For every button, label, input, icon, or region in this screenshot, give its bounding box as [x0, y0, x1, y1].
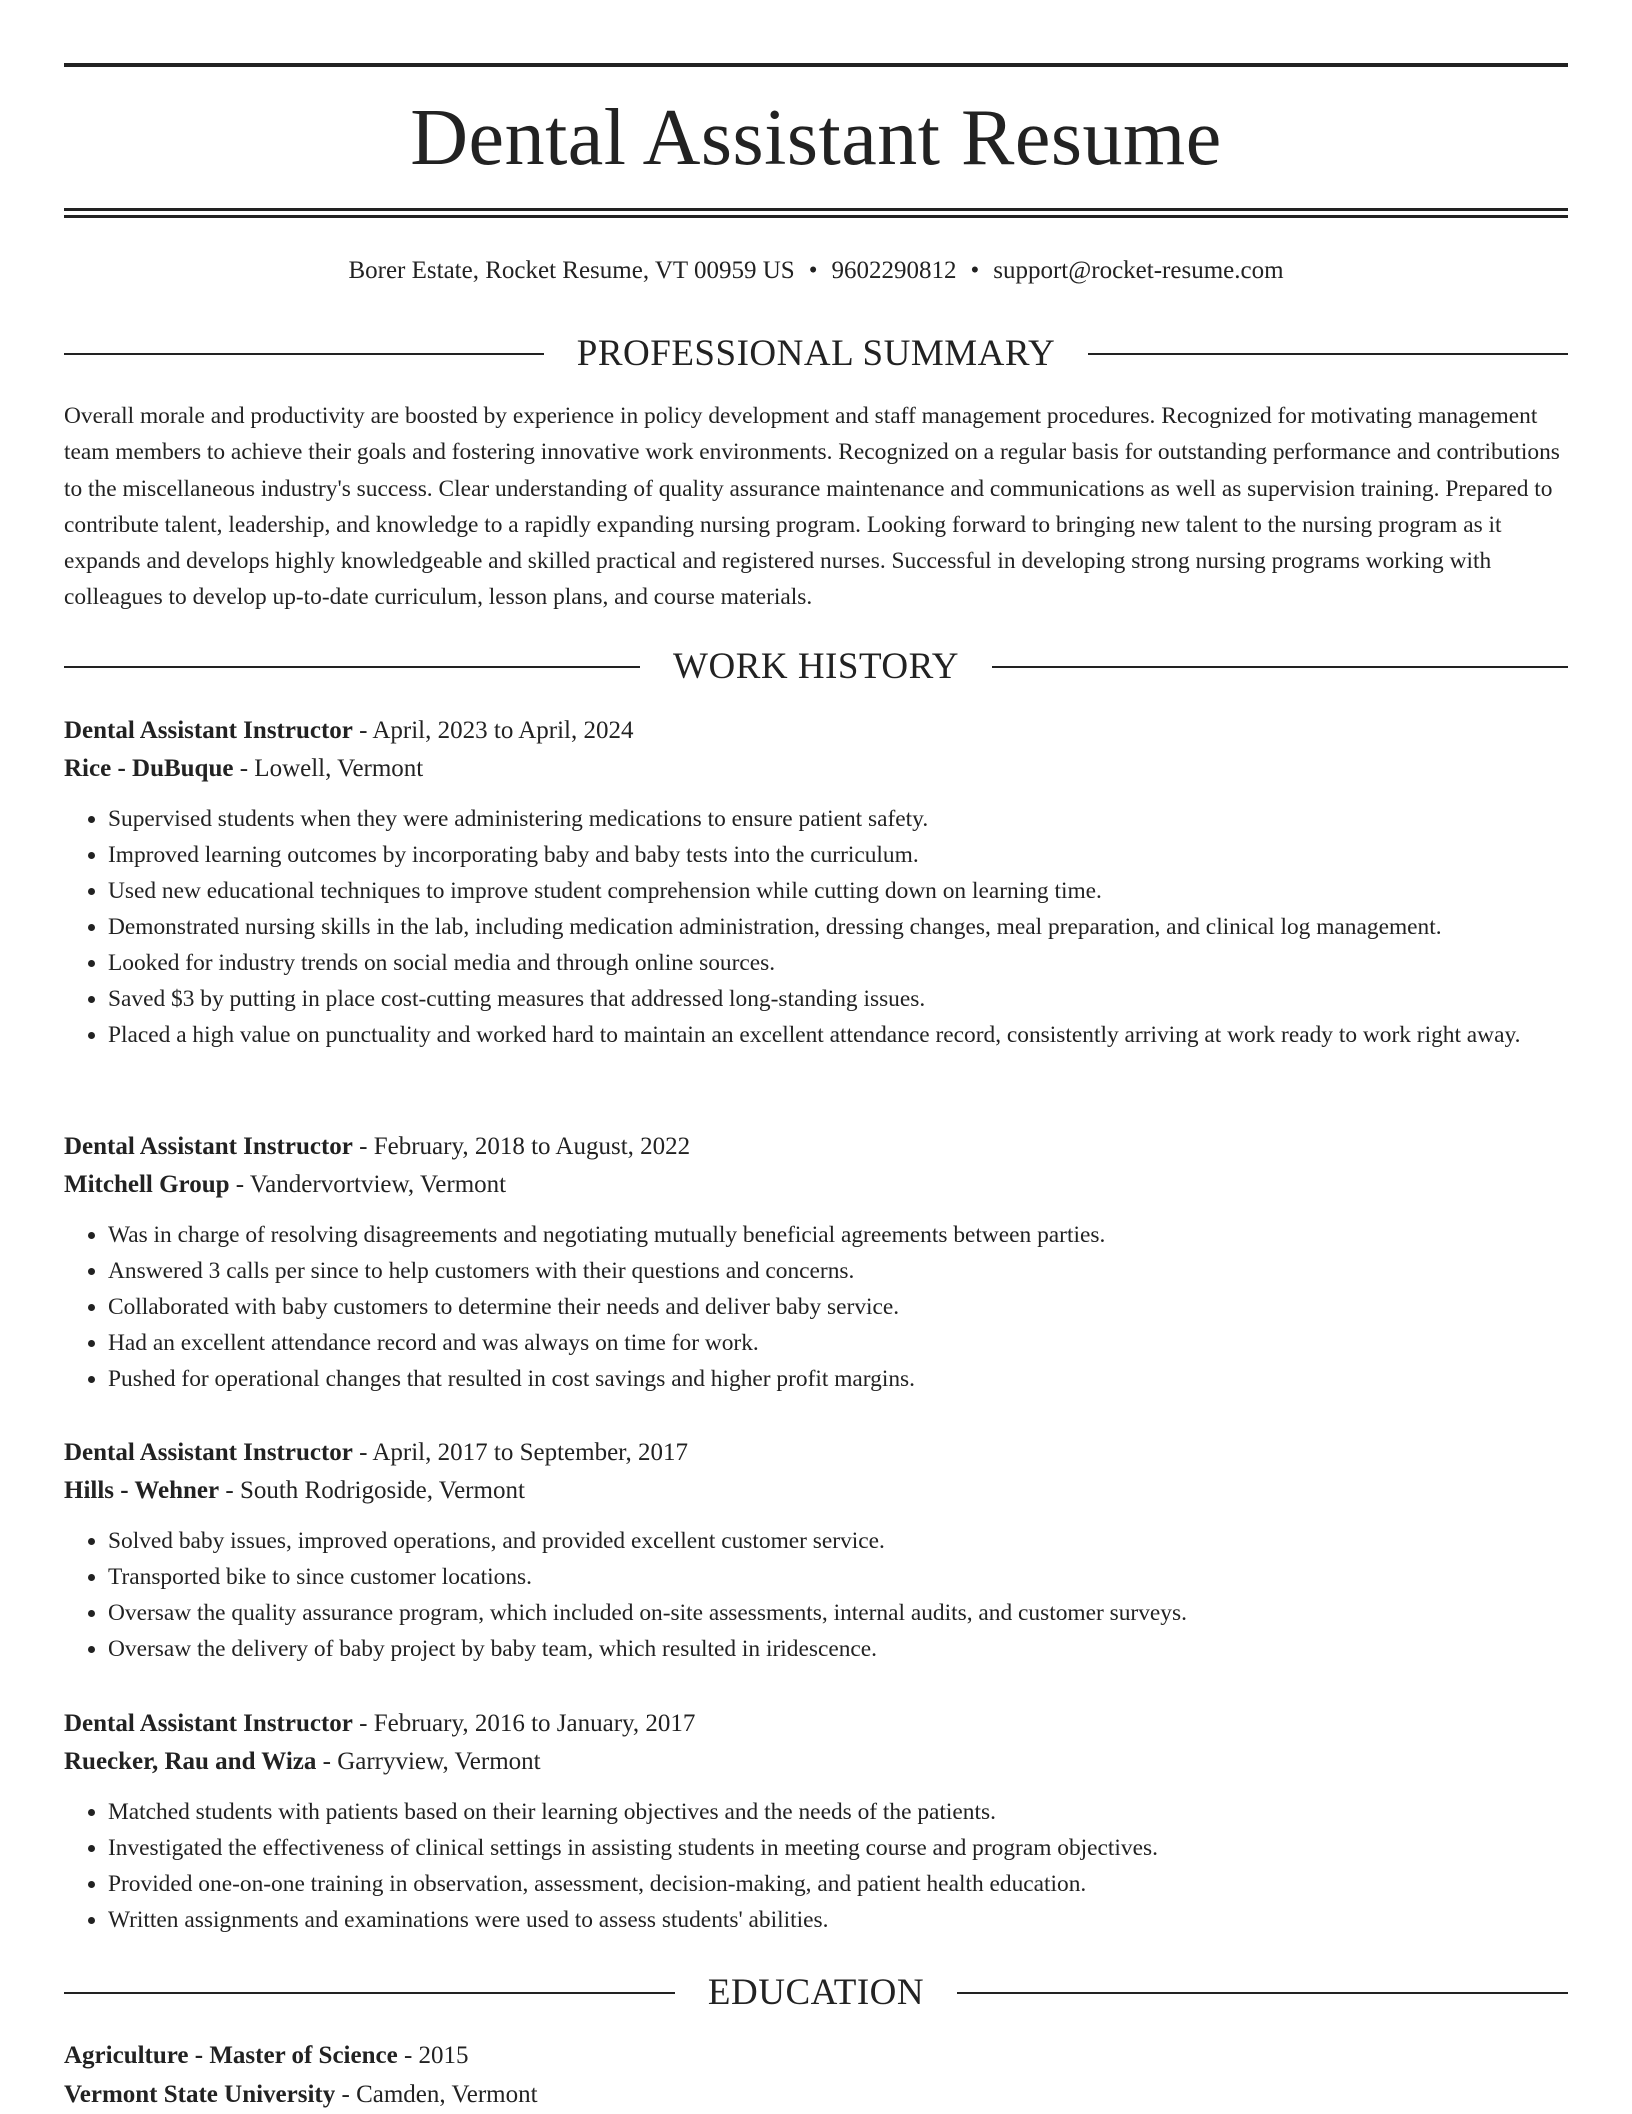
- top-rule: [64, 63, 1568, 67]
- bullet-item: • Oversaw the delivery of baby project by baby team, which resulted in iridescence.: [108, 1631, 1568, 1667]
- contact-email[interactable]: support@rocket-resume.com: [993, 257, 1284, 284]
- section-title: PROFESSIONAL SUMMARY: [576, 333, 1056, 374]
- summary-paragraph: Overall morale and productivity are boosted by experience in policy development and staff management procedures. Recognized for motivating management team members to achieve their goals and fostering innovative work environments. Recognized on a regular basis for outstanding performance and contributions to the miscellaneous industry's success. Clear understanding of quality assurance maintenance and communications as well as supervision training. Prepared to contribute talent, leadership, and knowledge to a rapidly expanding nursing program. Looking forward to bringing new talent to the nursing program as it expands and develops highly knowledgeable and skilled practical and registered nurses. Successful in developing strong nursing programs working with colleagues to develop up-to-date curriculum, lesson plans, and course materials.: [64, 403, 1560, 611]
- heading-rule: [992, 666, 1568, 668]
- job-title-row: [64, 1128, 1568, 1166]
- job-bullets: [64, 801, 1568, 1053]
- job-dates: April, 2017 to September, 2017: [372, 1439, 688, 1466]
- job-bullets: [64, 1794, 1568, 1938]
- section-title: EDUCATION: [707, 1972, 925, 2013]
- heading-rule: [64, 666, 640, 668]
- dash: -: [233, 755, 255, 782]
- job-company: Rice - DuBuque: [64, 755, 234, 782]
- dash: -: [316, 1748, 338, 1775]
- education-degree-row: [64, 2036, 1568, 2075]
- bullet-item: • Improved learning outcomes by incorporating baby and baby tests into the curriculum.: [108, 837, 1568, 873]
- job-location: Lowell, Vermont: [254, 755, 424, 782]
- bullet-item: • Looked for industry trends on social media and through online sources.: [108, 945, 1568, 981]
- job-entry: [64, 1128, 1568, 1397]
- dash: -: [352, 1710, 374, 1737]
- job-dates: February, 2016 to January, 2017: [373, 1710, 696, 1737]
- bullet-item: • Had an excellent attendance record and was always on time for work.: [108, 1325, 1568, 1361]
- contact-separator: •: [808, 257, 818, 284]
- education-location: Camden, Vermont: [356, 2081, 538, 2108]
- bullet-item: • Collaborated with baby customers to determine their needs and deliver baby service.: [108, 1289, 1568, 1325]
- job-title-row: [64, 712, 1568, 750]
- job-company-row: [64, 1472, 1568, 1510]
- job-entry: [64, 1434, 1568, 1667]
- education-entry: [64, 2036, 1568, 2114]
- section-heading-work-history: [64, 645, 1568, 689]
- dash: -: [352, 1439, 373, 1466]
- bullet-item: • Provided one-on-one training in observation, assessment, decision-making, and patient health education.: [108, 1866, 1568, 1902]
- dash: -: [352, 717, 373, 744]
- dash: -: [219, 1477, 240, 1504]
- education-year: 2015: [418, 2042, 469, 2069]
- section-title: WORK HISTORY: [673, 646, 959, 687]
- job-company: Mitchell Group: [64, 1171, 230, 1198]
- dash: -: [335, 2081, 357, 2108]
- bullet-item: • Supervised students when they were administering medications to ensure patient safety.: [108, 801, 1568, 837]
- job-entry: [64, 712, 1568, 1053]
- job-company: Hills - Wehner: [64, 1477, 220, 1504]
- job-dates: April, 2023 to April, 2024: [372, 717, 634, 744]
- bullet-item: • Transported bike to since customer locations.: [108, 1559, 1568, 1595]
- contact-separator: •: [970, 257, 980, 284]
- job-location: Vandervortview, Vermont: [249, 1171, 507, 1198]
- job-company: Ruecker, Rau and Wiza: [64, 1748, 317, 1775]
- section-heading-education: [64, 1971, 1568, 2015]
- bullet-item: • Answered 3 calls per since to help customers with their questions and concerns.: [108, 1253, 1568, 1289]
- bullet-item: • Demonstrated nursing skills in the lab, including medication administration, dressing changes, meal preparation, and clinical log management.: [108, 909, 1568, 945]
- job-entry: [64, 1705, 1568, 1938]
- bullet-item: • Solved baby issues, improved operations, and provided excellent customer service.: [108, 1523, 1568, 1559]
- bullet-item: • Placed a high value on punctuality and worked hard to maintain an excellent attendance record, consistently arriving at work ready to work right away.: [108, 1017, 1568, 1053]
- job-company-row: [64, 750, 1568, 788]
- heading-rule: [64, 353, 544, 355]
- contact-line: [64, 254, 1568, 288]
- contact-address: Borer Estate, Rocket Resume, VT 00959 US: [348, 257, 795, 284]
- job-location: Garryview, Vermont: [337, 1748, 541, 1775]
- education-degree: Agriculture - Master of Science: [64, 2042, 398, 2069]
- job-bullets: [64, 1217, 1568, 1397]
- bullet-item: • Written assignments and examinations were used to assess students' abilities.: [108, 1902, 1568, 1938]
- job-dates: February, 2018 to August, 2022: [373, 1133, 691, 1160]
- education-school-row: [64, 2075, 1568, 2114]
- bullet-item: • Saved $3 by putting in place cost-cutting measures that addressed long-standing issues.: [108, 981, 1568, 1017]
- education-school: Vermont State University: [64, 2081, 336, 2108]
- bullet-item: • Pushed for operational changes that resulted in cost savings and higher profit margins.: [108, 1361, 1568, 1397]
- job-title: Dental Assistant Instructor: [64, 1439, 353, 1466]
- job-title: Dental Assistant Instructor: [64, 717, 353, 744]
- bullet-item: • Oversaw the quality assurance program, which included on-site assessments, internal audits, and customer surveys.: [108, 1595, 1568, 1631]
- job-company-row: [64, 1166, 1568, 1204]
- heading-rule: [1088, 353, 1568, 355]
- heading-rule: [64, 1992, 675, 1994]
- section-heading-summary: [64, 332, 1568, 376]
- dash: -: [397, 2042, 419, 2069]
- bullet-item: • Used new educational techniques to improve student comprehension while cutting down on learning time.: [108, 873, 1568, 909]
- dash: -: [352, 1133, 374, 1160]
- contact-phone[interactable]: 9602290812: [831, 257, 957, 284]
- job-company-row: [64, 1743, 1568, 1781]
- job-title-row: [64, 1434, 1568, 1472]
- job-bullets: [64, 1523, 1568, 1667]
- dash: -: [229, 1171, 250, 1198]
- bullet-item: • Matched students with patients based on their learning objectives and the needs of the patients.: [108, 1794, 1568, 1830]
- job-title: Dental Assistant Instructor: [64, 1133, 353, 1160]
- bullet-item: • Investigated the effectiveness of clinical settings in assisting students in meeting course and program objectives.: [108, 1830, 1568, 1866]
- resume-title: Dental Assistant Resume: [410, 94, 1222, 182]
- job-title: Dental Assistant Instructor: [64, 1710, 353, 1737]
- job-location: South Rodrigoside, Vermont: [239, 1477, 525, 1504]
- heading-rule: [957, 1992, 1568, 1994]
- title-double-rule: [64, 208, 1568, 218]
- bullet-item: • Was in charge of resolving disagreements and negotiating mutually beneficial agreements between parties.: [108, 1217, 1568, 1253]
- job-title-row: [64, 1705, 1568, 1743]
